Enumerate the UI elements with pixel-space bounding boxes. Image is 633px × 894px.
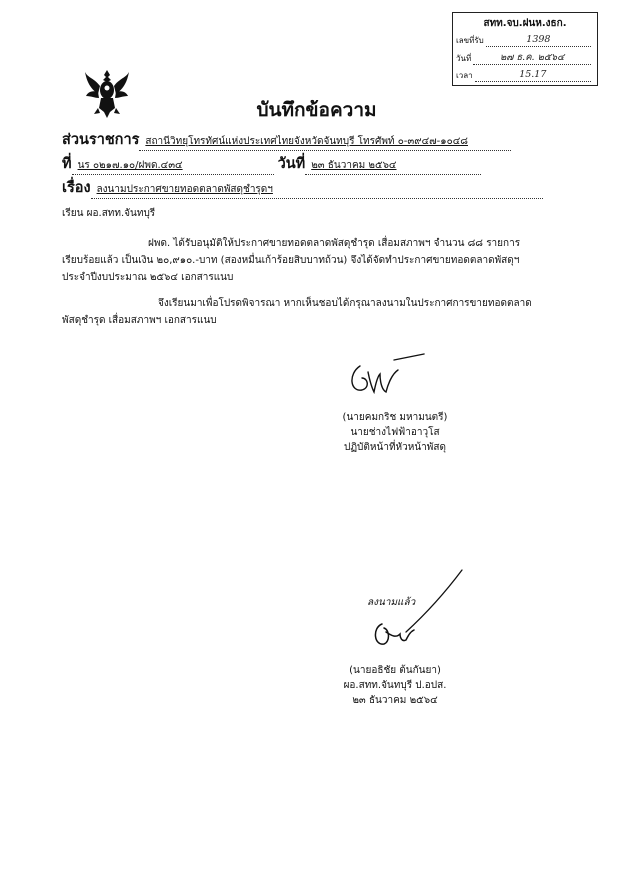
stamp-time-label: เวลา	[456, 71, 473, 80]
agency-label: ส่วนราชการ	[62, 132, 140, 148]
stamp-receive-no: 1398	[486, 34, 591, 47]
body-p2-line2: พัสดุชำรุด เสื่อมสภาพฯ เอกสารแนบ	[62, 315, 217, 326]
agency-value: สถานีวิทยุโทรทัศน์แห่งประเทศไทยจังหวัดจันทบุรี โทรศัพท์ ๐-๓๙๔๗-๑๐๔๘	[139, 134, 511, 151]
received-stamp	[452, 12, 598, 86]
approver-name: (นายอธิชัย ต้นกันยา)	[349, 665, 441, 676]
stamp-time: 15.17	[475, 69, 591, 82]
document-title: บันทึกข้อความ	[256, 99, 377, 121]
date-label: วันที่	[277, 156, 306, 172]
signature-2-icon	[370, 566, 466, 652]
date-value: ๒๓ ธันวาคม ๒๕๖๔	[305, 158, 481, 175]
stamp-date-row	[456, 51, 591, 65]
stamp-date: ๒๗ ธ.ค. ๒๕๖๔	[473, 52, 591, 65]
body-p1-line2: เรียบร้อยแล้ว เป็นเงิน ๒๐,๙๑๐.-บาท (สองหมื่นเก้าร้อยสิบบาทถ้วน) จึงได้จัดทำประกาศขายทอดตลาดพัสดุฯ	[62, 255, 520, 266]
approver-position: ผอ.สทท.จันทบุรี ป.อปส.	[343, 680, 447, 691]
subject-label: เรื่อง	[62, 180, 91, 196]
stamp-date-label: วันที่	[456, 54, 472, 63]
ref-label: ที่	[62, 156, 72, 172]
stamp-org: สทท.จบ.ฝนห.งธก.	[483, 18, 567, 29]
ref-value: นร ๐๒๑๗.๑๐/ฝพด.๔๓๔	[72, 158, 274, 175]
salutation: เรียน ผอ.สทท.จันทบุรี	[62, 208, 156, 219]
approver-date: ๒๓ ธันวาคม ๒๕๖๔	[352, 695, 438, 706]
body-p1-line1: ฝพด. ได้รับอนุมัติให้ประกาศขายทอดตลาดพัสดุชำรุด เสื่อมสภาพฯ จำนวน ๘๘ รายการ	[148, 238, 521, 249]
stamp-time-row	[456, 68, 591, 82]
stamp-receive-no-label: เลขที่รับ	[456, 36, 484, 45]
signer-1-position: นายช่างไฟฟ้าอาวุโส	[350, 427, 440, 438]
signer-1-name: (นายคมกริช มหามนตรี)	[342, 412, 448, 423]
signature-1-icon	[346, 352, 426, 400]
approver-block	[330, 663, 460, 708]
body-p2-line1: จึงเรียนมาเพื่อโปรดพิจารณา หากเห็นชอบได้กรุณาลงนามในประกาศการขายทอดตลาด	[158, 298, 532, 309]
signer-1-block	[330, 410, 460, 455]
ref-date-row	[62, 152, 481, 175]
signer-1-role: ปฏิบัติหน้าที่หัวหน้าพัสดุ	[344, 442, 446, 453]
approval-note: ลงนามแล้ว	[367, 597, 416, 608]
agency-row	[62, 128, 511, 151]
stamp-receive-no-row	[456, 33, 591, 47]
subject-value: ลงนามประกาศขายทอดตลาดพัสดุชำรุดฯ	[91, 182, 543, 199]
subject-row	[62, 176, 543, 199]
body-p1-line3: ประจำปีงบประมาณ ๒๕๖๔ เอกสารแนบ	[62, 272, 234, 283]
